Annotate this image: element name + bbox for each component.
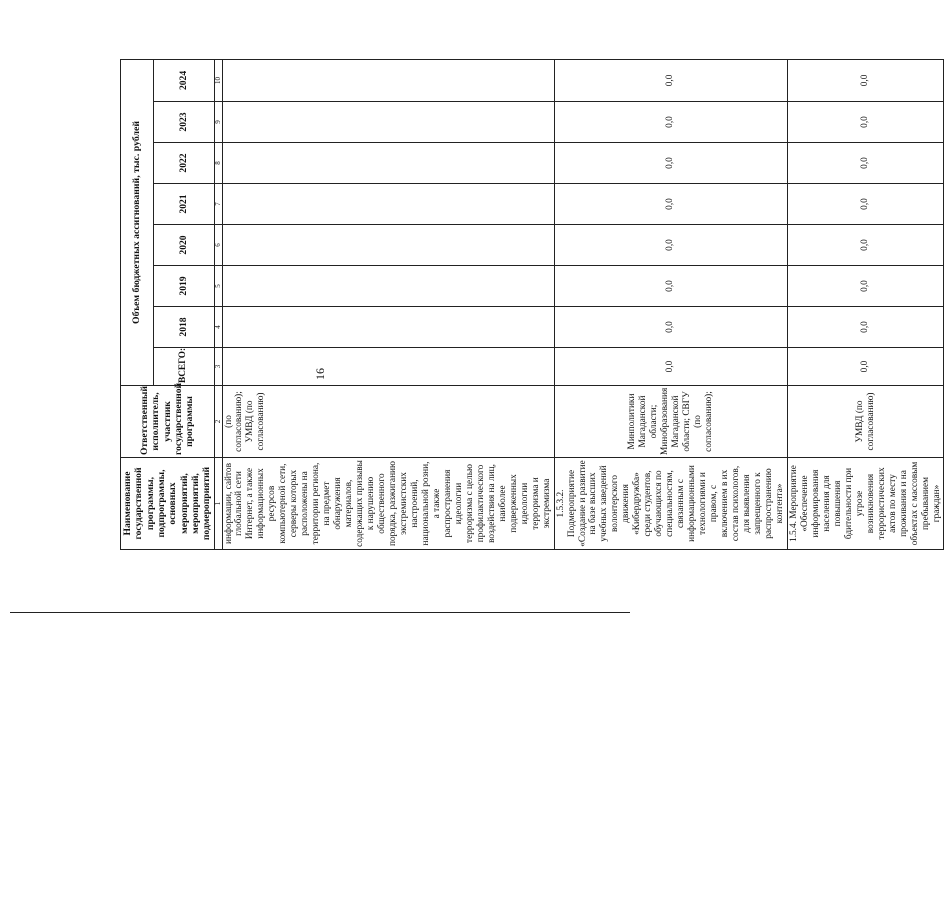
value-2019: 0,0 [554, 266, 787, 307]
column-number: 2 [214, 386, 222, 458]
column-number: 8 [214, 143, 222, 184]
page-number: 16 [313, 368, 327, 380]
value-2024 [222, 59, 554, 101]
value-2020: 0,0 [787, 225, 944, 266]
header-year-2023: 2023 [154, 102, 214, 143]
column-number: 5 [214, 266, 222, 307]
executor-cell: Минполитики Магаданской области; Минобразования Магаданской области; СВГУ (по согласованию); [554, 386, 787, 458]
table-row [554, 59, 787, 549]
column-number: 6 [214, 225, 222, 266]
column-number: 4 [214, 307, 222, 348]
value-2023: 0,0 [787, 102, 944, 143]
header-year-2020: 2020 [154, 225, 214, 266]
column-number: 10 [214, 59, 222, 101]
header-year-2018: 2018 [154, 307, 214, 348]
value-2020: 0,0 [554, 225, 787, 266]
value-2021: 0,0 [787, 184, 944, 225]
value-total: 0,0 [787, 348, 944, 386]
value-2023: 0,0 [554, 102, 787, 143]
header-total: ВСЕГО: [154, 348, 214, 386]
column-number-row [214, 59, 222, 549]
value-2021: 0,0 [554, 184, 787, 225]
header-row-1 [121, 59, 154, 549]
value-2021 [222, 184, 554, 225]
value-2023 [222, 102, 554, 143]
program-name-cell: 1.5.3.2. Подмероприятие «Создание и развитие на базе высших учебных заведений волонтерского движения «Кибердружба» среди студентов, обучающихся по специальностям, связанным с информационными технологиями и правом, с включением в их состав психологов, для выявления запрещенного к распространению контента» [554, 458, 787, 550]
table-row [222, 59, 554, 549]
value-total: 0,0 [554, 348, 787, 386]
header-budget-group: Объем бюджетных ассигнований, тыс. рублей [121, 59, 154, 385]
value-total [222, 348, 554, 386]
value-2018 [222, 307, 554, 348]
budget-table [120, 59, 944, 550]
header-executor: Ответственный исполнитель, участник государственной программы [121, 386, 215, 458]
program-name-cell: информации, сайтов глобальной сети Интернет, а также информационных ресурсов компьютерной сети, серверы которых расположены на территории региона, на предмет обнаружения материалов, содержащих призывы к нарушению общественного порядка, разжиганию экстремистских настроений, национальной розни, а также распространения идеологии терроризма с целью профилактического воздействия на лиц, наиболее подверженных идеологии терроризма и экстремизма [222, 458, 554, 550]
header-year-2021: 2021 [154, 184, 214, 225]
value-2019: 0,0 [787, 266, 944, 307]
value-2020 [222, 225, 554, 266]
header-year-2019: 2019 [154, 266, 214, 307]
program-name-cell: 1.5.4. Мероприятие «Обеспечение информирования населения для повышения бдительности при угрозе возникновения террористических актов по месту проживания и на объектах с массовым пребыванием граждан» [787, 458, 944, 550]
column-number: 1 [214, 458, 222, 550]
value-2024: 0,0 [554, 59, 787, 101]
executor-cell: УМВД (по согласованию) [787, 386, 944, 458]
value-2018: 0,0 [554, 307, 787, 348]
header-year-2022: 2022 [154, 143, 214, 184]
value-2022: 0,0 [554, 143, 787, 184]
column-number: 9 [214, 102, 222, 143]
column-number: 7 [214, 184, 222, 225]
value-2024: 0,0 [787, 59, 944, 101]
value-2022 [222, 143, 554, 184]
value-2018: 0,0 [787, 307, 944, 348]
bottom-rule [10, 612, 630, 613]
header-program-name: Наименование государственной программы, подпрограммы, основных мероприятий, мероприятий, подмероприятий [121, 458, 215, 550]
header-year-2024: 2024 [154, 59, 214, 101]
table-row [787, 59, 944, 549]
executor-cell: (по согласованию); УМВД (по согласованию) [222, 386, 554, 458]
rotated-table-container [120, 60, 942, 550]
value-2019 [222, 266, 554, 307]
value-2022: 0,0 [787, 143, 944, 184]
column-number: 3 [214, 348, 222, 386]
